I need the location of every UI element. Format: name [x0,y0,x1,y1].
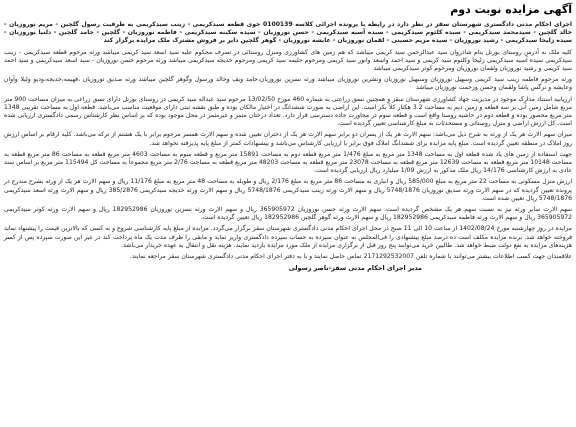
notice-paragraph-1: اجرای احکام مدنی دادگستری شهرستان سقز در نظر دارد در رابطه با پرونده اجرائی کلاسه 0100139 خوی قطعه سیدکریمی - زینب سیدکریمی به طرفیت رسول گلچین - مریم نوروزیان - خالد گلچین - سیدمحمد سیدکریمی - سیده کلثوم سیدکریمی - سیده آسیه سیدکریمی - حسن نوروزیان - سیده سکینه سیدکریمی - فاطمه نوروزیان - گلچین - حامد گلچین - دلنیا نوروزیان - سیده زلیخا سیدکریمی - رشید نوروزیان - سیده مریم حسینی - لقمان نوروزیان - عایشه نوروزیان - گوهر گلچین دایر بر فروش مشترک ملک مزایده برگزار کند [4,21,572,45]
notice-signature: مدیر اجرای احکام مدنی سقز-ناصر رسولی [288,264,422,273]
notice-paragraph-2: کلیه ملک به آدرس روستای بورتل بنام شادروان سید عبدالرحمن سید کریمی میباشد که هم زمین های کشاورزی ومنزل روستائی در تصرف محکوم علیه سید اسعد سید کریمی میباشد ورثه مرحوم قطعه سیدکریمی - زینب سیدکریمی سیده آسیه سیدکریمی زلیخا وکلثوم سید کریمی و سید احمد واسعد وانور سید کریمی ومرحوم حلیمه سید کریمی ومرحوم خدیجه سیدکریمی میباشد ورثه مرحوم حسن نوروزیان - سید اسعد سیدکریمی و سید احمد سید کریمی و رشید نوروزیان ولقمان نوروزیان ومرحوم کوثر سیدکریمی میباشد [4,48,572,73]
notice-paragraph-5: میزان سهم الارث هر یک از ورثه به شرح ذیل می‌باشد: سهم الارث هر یک از پسران دو برابر سهم الارث هر یک از دختران تعیین شده و سهم الارث همسر مرحوم برابر با یک هشتم از ترکه می‌باشد. کلیه ارقام بر اساس ارزش روز املاک در منطقه تعیین گردیده است. مبلغ پایه مزایده برای ششدانگ املاک فوق برابر با ارزیابی کارشناس می‌باشد و پیشنهادات کمتر از مبلغ پایه پذیرفته نخواهد شد. [4,131,572,147]
notice-paragraph-7: ارزش منزل مسکونی به مساحت 22 متر مربع به مبلغ 585/000 ریال و انباری به مساحت 86 متر مربع به مبلغ 2/176 ریال و طویله به مساحت 48 متر مربع به مبلغ 11/176 ریال و سهم الارث هر یک از ورثه بشرح مندرج در پرونده تعیین گردیده که در سهم الارث ورثه صدیق نوروزیان 5748/1876 ریال و سهم الارث ورثه زینب سیدکریمی 5748/1876 ریال و سهم الارث ورثه خدیجه سیدکریمی 385/2876 ریال و سهم الارث ورثه اسعد سیدکریمی 5748/1876 ریال تعیین شده است. [4,178,573,202]
notice-paragraph-10: علاقمندان جهت کسب اطلاعات بیشتر می‌توانند با شماره تلفن 2171292532007 تماس حاصل نمایند و یا به دفتر اجرای احکام مدنی دادگستری شهرستان سقز مراجعه نمایند. [129,253,572,261]
notice-paragraph-4: ارزیابیه استناد مدارک موجود در مدیریت جهاد کشاورزی شهرستان سقز و همچنین نسق زراعتی به شماره 460 مورخ 13/02/50 مرحوم سید عبداله سید کریمی در روستای بورتل دارای نسق زراعی به میزان مساحت 900 متر مربع شامل زمین آبی بر سه قطعه و زمین دیم به مساحت 3.2 هکتار کلاً بکر است. این اراضی به صورت ششدانگ در اختیار مالکان بوده و طبق نقشه ثبتی دارای موقعیت مناسب می‌باشد. قطعه اول به مساحت تقریبی 1348 متر مربع محصور بوده و قطعه دوم در حاشیه روستا واقع است و قطعه سوم در مجاورت جاده دسترسی قرار دارد. تعداد درختان مثمر و غیرمثمر در محل موجود بوده که بر اساس نظر کارشناس رسمی دادگستری ارزیابی شده است. کل ارزش اراضی و منزل روستائی و مستحدثات به مبلغ کارشناسی تعیین گردیده است. [4,95,572,128]
notice-paragraph-8: سهم الارث سایر ورثه نیز به نسبت سهم هر یک مشخص گردیده است. سهم الارث ورثه حسن نوروزیان 365905972 ریال و سهم الارث ورثه نسرین نوروزیان 182952986 ریال و سهم الارث ورثه کوثر سیدکریمی 365905972 ریال و سهم الارث ورثه فاطمه سیدکریمی 182952986 ریال و سهم الارث ورثه گوهر گلچین 182952986 ریال تعیین گردیده است. [4,206,573,222]
notice-paragraph-9: مزایده در روز چهارشنبه مورخ 1402/08/24 از ساعت 10 الی 11 صبح در محل اجرای احکام مدنی دادگستری شهرستان سقز برگزار می‌گردد. مزایده از مبلغ پایه کارشناسی شروع و به کسی که بالاترین قیمت را پیشنهاد نماید فروخته خواهد شد. برنده مزایده مکلف است ده درصد مبلغ پیشنهادی را فی‌المجلس به عنوان سپرده به حساب سپرده دادگستری واریز نماید و مابقی را ظرف مدت یک ماه پرداخت کند در غیر این صورت سپرده پس از کسر هزینه‌های مزایده به نفع دولت ضبط خواهد شد. طالبین خرید می‌توانند پنج روز قبل از برگزاری مزایده از ملک مورد مزایده بازدید نمایند. هزینه نقل و انتقال به عهده خریدار می‌باشد. [4,225,573,249]
notice-title: آگهی مزایده نوبت دوم [450,3,572,16]
notice-paragraph-3: ورثه مرحوم فاطمه زینب سید کریمی وسهیل نوروزیان وسیهیل نوروزیان ونشرین نوروزیان میباشد ورثه نسرین نوروزیان،حامد ویف وخالد ورسول وگوهر گلچین میباشد ورثه صدیق نوروزیان ،فهیمه،خدیجه،ودیو ولیلا وآوان وعایشه و نرگس پاشا ولقمان وحسن وزحمت نوروزیان میباشد [4,76,572,92]
notice-paragraph-6: جهت استفاده از زمین های یاد شده قطعه اول به مساحت 1348 متر مربع به مبلغ 1/476 متر مربع قطعه دوم به مساحت 15891 متر مربع و قطعه سوم به مساحت 4603 متر مربع قطعه به مساحت 86 متر مربع قطعه به مساحت 10148 متر مربع قطعه به مساحت 12639 متر مربع قطعه به مساحت 23078 متر مربع قطعه به مساحت 48203 متر مربع قطعه به مساحت 2/76 متر مربع مجموعاً به مساحت کل 115494 متر مربع بر اساس سند عادی به ارزش کارشناسی 14/176 ریال ملک مذکور به ارزش 1/09 میلیارد ریال ارزیابی گردیده است. [4,150,573,175]
